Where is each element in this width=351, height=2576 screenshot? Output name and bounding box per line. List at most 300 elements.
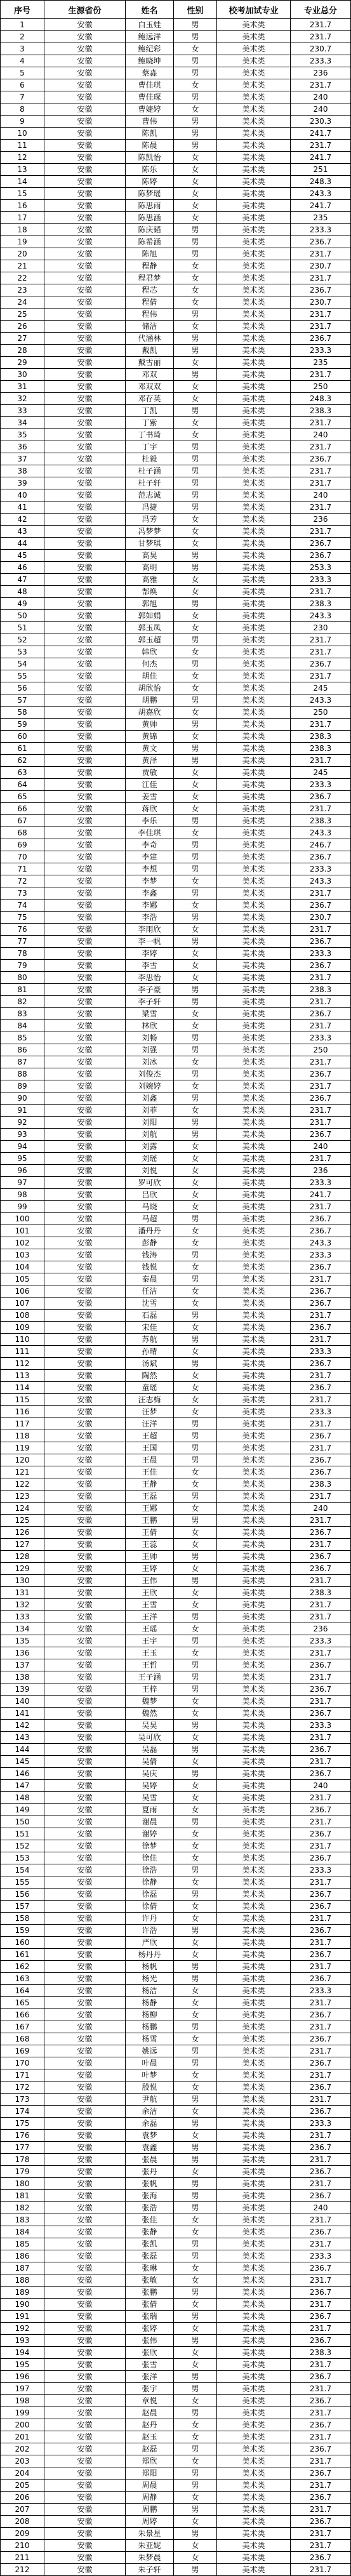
cell-major: 美术类 (217, 2347, 291, 2359)
cell-index: 9 (0, 116, 44, 128)
cell-gender: 男 (174, 19, 217, 31)
cell-gender: 女 (174, 682, 217, 694)
cell-major: 美术类 (217, 1768, 291, 1780)
cell-index: 99 (0, 1201, 44, 1213)
cell-score: 231.7 (291, 2299, 351, 2311)
cell-index: 154 (0, 1864, 44, 1876)
cell-name: 陈旭 (126, 248, 174, 260)
table-row (0, 1997, 351, 2009)
cell-index: 183 (0, 2214, 44, 2226)
cell-score: 231.7 (291, 2214, 351, 2226)
cell-gender: 男 (174, 489, 217, 501)
cell-province: 安徽 (44, 176, 126, 188)
cell-name: 徐静 (126, 1876, 174, 1889)
table-row (0, 984, 351, 996)
cell-score: 236.7 (291, 1008, 351, 1020)
cell-major: 美术类 (217, 284, 291, 296)
cell-gender: 女 (174, 1201, 217, 1213)
table-row (0, 1044, 351, 1056)
cell-name: 徐倩 (126, 1901, 174, 1913)
cell-name: 王梓 (126, 1683, 174, 1696)
cell-major: 美术类 (217, 2045, 291, 2057)
cell-major: 美术类 (217, 31, 291, 43)
cell-index: 138 (0, 1671, 44, 1683)
cell-major: 美术类 (217, 1683, 291, 1696)
table-row (0, 1189, 351, 1201)
cell-province: 安徽 (44, 1454, 126, 1466)
cell-gender: 男 (174, 1551, 217, 1563)
table-row (0, 1768, 351, 1780)
cell-major: 美术类 (217, 1153, 291, 1165)
cell-province: 安徽 (44, 803, 126, 815)
cell-name: 李乐 (126, 815, 174, 827)
cell-index: 160 (0, 1937, 44, 1949)
cell-gender: 女 (174, 2419, 217, 2431)
cell-score: 231.7 (291, 2480, 351, 2492)
cell-province: 安徽 (44, 2359, 126, 2371)
cell-score: 243.3 (291, 694, 351, 707)
cell-name: 张浩 (126, 2202, 174, 2214)
cell-major: 美术类 (217, 2106, 291, 2118)
cell-index: 109 (0, 1322, 44, 1334)
cell-major: 美术类 (217, 670, 291, 682)
cell-score: 231.7 (291, 1599, 351, 1611)
table-row (0, 321, 351, 333)
cell-name: 张凯 (126, 2238, 174, 2250)
cell-name: 姚远 (126, 2045, 174, 2057)
table-row (0, 2118, 351, 2130)
cell-score: 231.7 (291, 646, 351, 658)
table-row (0, 803, 351, 815)
cell-index: 187 (0, 2262, 44, 2274)
header-gender: 性别 (174, 0, 217, 19)
cell-name: 陈凯 (126, 128, 174, 140)
table-row (0, 2383, 351, 2395)
cell-name: 张宇 (126, 2383, 174, 2395)
cell-gender: 女 (174, 875, 217, 887)
cell-score: 231.7 (291, 526, 351, 538)
cell-gender: 女 (174, 707, 217, 719)
cell-province: 安徽 (44, 2214, 126, 2226)
cell-index: 143 (0, 1732, 44, 1744)
cell-gender: 女 (174, 972, 217, 984)
cell-major: 美术类 (217, 2274, 291, 2287)
cell-major: 美术类 (217, 489, 291, 501)
table-row (0, 1659, 351, 1671)
cell-major: 美术类 (217, 1696, 291, 1708)
cell-province: 安徽 (44, 296, 126, 309)
cell-name: 邓双双 (126, 381, 174, 393)
cell-province: 安徽 (44, 1599, 126, 1611)
cell-gender: 女 (174, 1949, 217, 1961)
table-row (0, 1334, 351, 1346)
cell-gender: 男 (174, 2178, 217, 2190)
cell-gender: 女 (174, 791, 217, 803)
cell-index: 178 (0, 2154, 44, 2166)
cell-score: 231.7 (291, 803, 351, 815)
cell-name: 刘冰 (126, 1056, 174, 1068)
cell-name: 蒋欣 (126, 803, 174, 815)
table-body (0, 19, 351, 2576)
cell-major: 美术类 (217, 550, 291, 562)
cell-gender: 男 (174, 2564, 217, 2576)
cell-index: 20 (0, 248, 44, 260)
cell-score: 230.3 (291, 116, 351, 128)
cell-major: 美术类 (217, 19, 291, 31)
table-row (0, 1225, 351, 1237)
cell-major: 美术类 (217, 815, 291, 827)
cell-index: 81 (0, 984, 44, 996)
cell-name: 吴庆 (126, 1768, 174, 1780)
table-row (0, 1322, 351, 1334)
cell-major: 美术类 (217, 1985, 291, 1997)
cell-name: 夏雨 (126, 1804, 174, 1816)
cell-province: 安徽 (44, 1876, 126, 1889)
cell-major: 美术类 (217, 1563, 291, 1575)
table-row (0, 1273, 351, 1285)
cell-score: 245 (291, 767, 351, 779)
table-row (0, 1285, 351, 1298)
cell-gender: 男 (174, 562, 217, 574)
cell-name: 叶梦 (126, 2069, 174, 2081)
cell-province: 安徽 (44, 646, 126, 658)
cell-gender: 女 (174, 2552, 217, 2564)
cell-name: 李婷 (126, 948, 174, 960)
cell-province: 安徽 (44, 333, 126, 345)
cell-gender: 男 (174, 116, 217, 128)
cell-major: 美术类 (217, 309, 291, 321)
cell-score: 233.3 (291, 779, 351, 791)
table-row (0, 1080, 351, 1092)
cell-province: 安徽 (44, 1237, 126, 1249)
table-row (0, 1587, 351, 1599)
table-row (0, 1647, 351, 1659)
cell-gender: 男 (174, 1659, 217, 1671)
cell-gender: 女 (174, 2262, 217, 2274)
cell-name: 秦晨 (126, 1273, 174, 1285)
cell-gender: 男 (174, 2480, 217, 2492)
cell-major: 美术类 (217, 381, 291, 393)
cell-index: 155 (0, 1876, 44, 1889)
cell-score: 238.3 (291, 743, 351, 755)
cell-province: 安徽 (44, 1129, 126, 1141)
cell-gender: 女 (174, 1780, 217, 1792)
cell-major: 美术类 (217, 79, 291, 91)
cell-index: 104 (0, 1261, 44, 1273)
cell-gender: 女 (174, 272, 217, 284)
cell-major: 美术类 (217, 1430, 291, 1442)
cell-province: 安徽 (44, 2431, 126, 2443)
cell-gender: 男 (174, 1973, 217, 1985)
cell-index: 189 (0, 2287, 44, 2299)
cell-major: 美术类 (217, 1973, 291, 1985)
cell-major: 美术类 (217, 2455, 291, 2467)
cell-gender: 女 (174, 1322, 217, 1334)
cell-score: 236.7 (291, 2009, 351, 2021)
cell-index: 65 (0, 791, 44, 803)
cell-gender: 男 (174, 2407, 217, 2419)
table-row (0, 1261, 351, 1273)
cell-major: 美术类 (217, 2395, 291, 2407)
table-row (0, 188, 351, 200)
cell-name: 谢婷 (126, 1828, 174, 1840)
cell-name: 曹伟 (126, 116, 174, 128)
cell-major: 美术类 (217, 103, 291, 116)
table-row (0, 200, 351, 212)
cell-major: 美术类 (217, 900, 291, 912)
cell-name: 鲍远洋 (126, 31, 174, 43)
cell-province: 安徽 (44, 2130, 126, 2142)
cell-name: 冯捷 (126, 501, 174, 514)
cell-index: 51 (0, 622, 44, 634)
cell-province: 安徽 (44, 1478, 126, 1490)
cell-name: 江佳 (126, 779, 174, 791)
cell-province: 安徽 (44, 1020, 126, 1032)
cell-major: 美术类 (217, 1008, 291, 1020)
cell-index: 35 (0, 429, 44, 441)
table-row (0, 1683, 351, 1696)
cell-name: 沈雪 (126, 1298, 174, 1310)
cell-province: 安徽 (44, 827, 126, 839)
cell-index: 208 (0, 2516, 44, 2528)
cell-major: 美术类 (217, 1708, 291, 1720)
table-row (0, 900, 351, 912)
cell-index: 60 (0, 731, 44, 743)
table-row (0, 1165, 351, 1177)
cell-index: 33 (0, 405, 44, 417)
cell-score: 250 (291, 707, 351, 719)
cell-index: 123 (0, 1490, 44, 1503)
cell-province: 安徽 (44, 1635, 126, 1647)
cell-index: 133 (0, 1611, 44, 1623)
cell-gender: 男 (174, 441, 217, 453)
cell-major: 美术类 (217, 128, 291, 140)
cell-name: 张丹 (126, 2166, 174, 2178)
table-row (0, 1201, 351, 1213)
cell-province: 安徽 (44, 2492, 126, 2504)
table-row (0, 2130, 351, 2142)
cell-score: 236.7 (291, 2311, 351, 2323)
cell-index: 211 (0, 2552, 44, 2564)
cell-score: 231.7 (291, 1696, 351, 1708)
table-row (0, 562, 351, 574)
cell-name: 吴婷 (126, 1780, 174, 1792)
table-row (0, 755, 351, 767)
cell-index: 30 (0, 369, 44, 381)
cell-province: 安徽 (44, 2238, 126, 2250)
cell-index: 210 (0, 2540, 44, 2552)
table-row (0, 176, 351, 188)
cell-major: 美术类 (217, 2142, 291, 2154)
cell-name: 许浩 (126, 1925, 174, 1937)
cell-score: 236.7 (291, 1261, 351, 1273)
cell-name: 周静 (126, 2492, 174, 2504)
cell-name: 马超 (126, 1213, 174, 1225)
cell-province: 安徽 (44, 2299, 126, 2311)
cell-gender: 男 (174, 1816, 217, 1828)
table-row (0, 2106, 351, 2118)
table-row (0, 2081, 351, 2094)
table-row (0, 1129, 351, 1141)
cell-index: 128 (0, 1551, 44, 1563)
cell-index: 141 (0, 1708, 44, 1720)
cell-province: 安徽 (44, 1298, 126, 1310)
cell-name: 储洁 (126, 321, 174, 333)
cell-major: 美术类 (217, 357, 291, 369)
table-row (0, 924, 351, 936)
table-row (0, 1563, 351, 1575)
cell-name: 丁宇 (126, 441, 174, 453)
cell-index: 67 (0, 815, 44, 827)
cell-index: 1 (0, 19, 44, 31)
table-row (0, 284, 351, 296)
cell-major: 美术类 (217, 176, 291, 188)
cell-gender: 女 (174, 1285, 217, 1298)
cell-gender: 女 (174, 1840, 217, 1852)
cell-score: 231.7 (291, 670, 351, 682)
cell-major: 美术类 (217, 1611, 291, 1623)
cell-major: 美术类 (217, 2383, 291, 2395)
cell-index: 203 (0, 2455, 44, 2467)
cell-index: 49 (0, 598, 44, 610)
table-row (0, 779, 351, 791)
cell-major: 美术类 (217, 2528, 291, 2540)
cell-name: 马晓 (126, 1201, 174, 1213)
cell-major: 美术类 (217, 2504, 291, 2516)
cell-name: 李梦 (126, 875, 174, 887)
cell-index: 105 (0, 1273, 44, 1285)
cell-score: 236.7 (291, 1527, 351, 1539)
cell-gender: 女 (174, 2214, 217, 2226)
table-row (0, 381, 351, 393)
cell-index: 107 (0, 1298, 44, 1310)
cell-name: 黄锦 (126, 731, 174, 743)
cell-gender: 男 (174, 1683, 217, 1696)
cell-score: 243.3 (291, 827, 351, 839)
cell-index: 199 (0, 2407, 44, 2419)
cell-major: 美术类 (217, 1273, 291, 1285)
cell-major: 美术类 (217, 2214, 291, 2226)
cell-major: 美术类 (217, 996, 291, 1008)
cell-index: 188 (0, 2274, 44, 2287)
cell-province: 安徽 (44, 381, 126, 393)
cell-index: 7 (0, 91, 44, 103)
cell-province: 安徽 (44, 200, 126, 212)
cell-name: 陈希涵 (126, 236, 174, 248)
table-row (0, 248, 351, 260)
cell-name: 冯芳 (126, 514, 174, 526)
cell-score: 231.7 (291, 19, 351, 31)
cell-name: 李鑫 (126, 887, 174, 900)
cell-score: 231.7 (291, 1792, 351, 1804)
cell-index: 82 (0, 996, 44, 1008)
cell-province: 安徽 (44, 598, 126, 610)
table-row (0, 815, 351, 827)
cell-score: 238.3 (291, 2347, 351, 2359)
cell-score: 231.7 (291, 755, 351, 767)
cell-gender: 女 (174, 646, 217, 658)
cell-major: 美术类 (217, 152, 291, 164)
cell-score: 250 (291, 1044, 351, 1056)
cell-major: 美术类 (217, 2154, 291, 2166)
cell-major: 美术类 (217, 236, 291, 248)
table-row (0, 670, 351, 682)
cell-gender: 男 (174, 1273, 217, 1285)
cell-name: 杨柳 (126, 2009, 174, 2021)
cell-index: 118 (0, 1430, 44, 1442)
cell-province: 安徽 (44, 2528, 126, 2540)
table-row (0, 2359, 351, 2371)
cell-province: 安徽 (44, 236, 126, 248)
cell-province: 安徽 (44, 1611, 126, 1623)
cell-index: 130 (0, 1575, 44, 1587)
cell-score: 233.3 (291, 1406, 351, 1418)
cell-score: 246.7 (291, 839, 351, 851)
cell-score: 236.7 (291, 851, 351, 863)
cell-index: 58 (0, 707, 44, 719)
cell-gender: 男 (174, 634, 217, 646)
cell-province: 安徽 (44, 550, 126, 562)
cell-gender: 男 (174, 550, 217, 562)
cell-province: 安徽 (44, 2094, 126, 2106)
table-row (0, 2250, 351, 2262)
table-row (0, 839, 351, 851)
cell-major: 美术类 (217, 1080, 291, 1092)
cell-province: 安徽 (44, 357, 126, 369)
cell-index: 156 (0, 1889, 44, 1901)
cell-gender: 男 (174, 2383, 217, 2395)
cell-score: 231.7 (291, 1490, 351, 1503)
cell-name: 高昊 (126, 550, 174, 562)
cell-major: 美术类 (217, 333, 291, 345)
cell-major: 美术类 (217, 2190, 291, 2202)
table-row (0, 514, 351, 526)
table-row (0, 417, 351, 429)
cell-gender: 女 (174, 1852, 217, 1864)
cell-score: 230.7 (291, 43, 351, 55)
cell-gender: 男 (174, 2335, 217, 2347)
table-row (0, 1370, 351, 1382)
table-row (0, 1105, 351, 1117)
cell-score: 233.3 (291, 224, 351, 236)
cell-gender: 男 (174, 1442, 217, 1454)
cell-name: 赵丹 (126, 2419, 174, 2431)
table-row (0, 1454, 351, 1466)
cell-province: 安徽 (44, 152, 126, 164)
cell-name: 邓存英 (126, 393, 174, 405)
cell-index: 171 (0, 2069, 44, 2081)
cell-name: 白玉娃 (126, 19, 174, 31)
cell-gender: 女 (174, 1177, 217, 1189)
cell-index: 176 (0, 2130, 44, 2142)
cell-major: 美术类 (217, 417, 291, 429)
cell-province: 安徽 (44, 1647, 126, 1659)
cell-major: 美术类 (217, 719, 291, 731)
cell-score: 231.7 (291, 1816, 351, 1828)
table-row (0, 598, 351, 610)
cell-index: 16 (0, 200, 44, 212)
cell-name: 徐浩 (126, 1864, 174, 1876)
cell-score: 231.7 (291, 31, 351, 43)
cell-province: 安徽 (44, 55, 126, 67)
cell-major: 美术类 (217, 1020, 291, 1032)
cell-name: 余洁 (126, 2106, 174, 2118)
cell-index: 131 (0, 1587, 44, 1599)
cell-name: 郜焕 (126, 586, 174, 598)
cell-score: 238.3 (291, 815, 351, 827)
cell-index: 196 (0, 2371, 44, 2383)
cell-major: 美术类 (217, 369, 291, 381)
